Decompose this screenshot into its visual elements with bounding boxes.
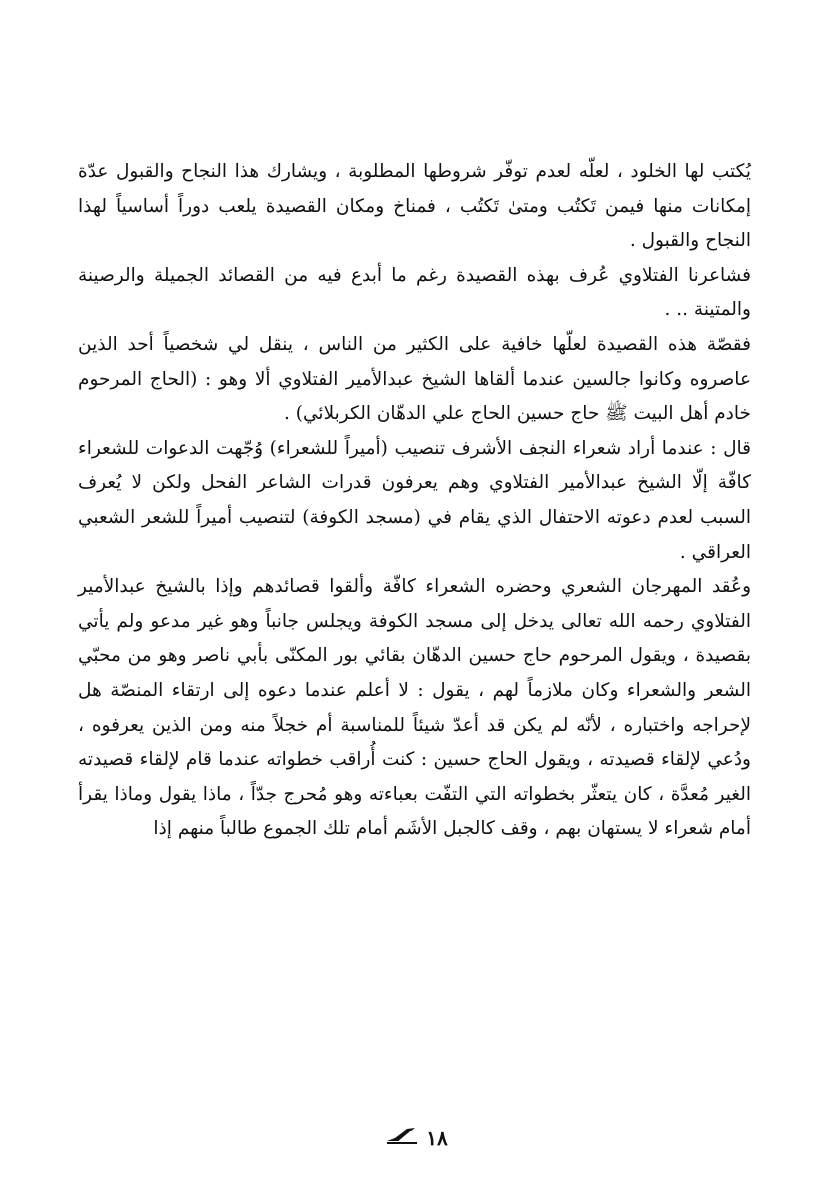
paragraph-5: وعُقد المهرجان الشعري وحضره الشعراء كافّة وألقوا قصائدهم وإذا بالشيخ عبدالأمير الفتلاوي رحمه الله تعالى يدخل إلى مسجد الكوفة ويجلس جانباً وهو غير مدعو ولم يأتي بقصيدة ، ويقول المرحوم حاج حسين الدهّان بقائي بور المكنّى بأبي ناصر وهو من محبّي الشعر والشعراء وكان ملازماً لهم ، يقول : لا أعلم عندما دعوه إلى ارتقاء المنصّة هل لإحراجه واختباره ، لأنّه لم يكن قد أعدّ شيئاً للمناسبة أم خجلاً منه ومن الذين يعرفوه ، ودُعي لإلقاء قصيدته ، ويقول الحاج حسين : كنت أُراقب خطواته عندما قام لإلقاء قصيدته الغير مُعدَّة ، كان يتعثّر بخطواته التي التفّت بعباءته وهو مُحرج جدّاً ، ماذا يقول وماذا يقرأ أمام شعراء لا يستهان بهم ، وقف كالجبل الأشَم أمام تلك الجموع طالباً منهم إذا	[78, 576, 751, 840]
paragraph-2: فشاعرنا الفتلاوي عُرف بهذه القصيدة رغم ما أبدع فيه من القصائد الجميلة والرصينة والمتينة .. .	[78, 264, 751, 321]
page-body	[78, 155, 751, 847]
page-footer	[0, 1124, 829, 1150]
page-number: ١٨	[426, 1125, 448, 1150]
quill-pen-icon	[385, 1125, 419, 1150]
paragraph-3: فقصّة هذه القصيدة لعلّها خافية على الكثير من الناس ، ينقل لي شخصياً أحد الذين عاصروه وكانوا جالسين عندما ألقاها الشيخ عبدالأمير الفتلاوي ألا وهو : (الحاج المرحوم خادم أهل البيت ﷺ حاج حسين الحاج علي الدهّان الكربلائي) .	[78, 333, 751, 425]
paragraph-4: قال : عندما أراد شعراء النجف الأشرف تنصيب (أميراً للشعراء) وُجّهت الدعوات للشعراء كافّة إلّا الشيخ عبدالأمير الفتلاوي وهم يعرفون قدرات الشاعر الفحل ولكن لا يُعرف السبب لعدم دعوته الاحتفال الذي يقام في (مسجد الكوفة) لتنصيب أميراً للشعر الشعبي العراقي .	[78, 437, 751, 563]
paragraph-1: يُكتب لها الخلود ، لعلّه لعدم توفّر شروطها المطلوبة ، ويشارك هذا النجاح والقبول عدّة إمكانات منها فيمن تَكتُب ومتىٰ تَكتُب ، فمناخ ومكان القصيدة يلعب دوراً أساسياً لهذا النجاح والقبول .	[78, 161, 751, 252]
